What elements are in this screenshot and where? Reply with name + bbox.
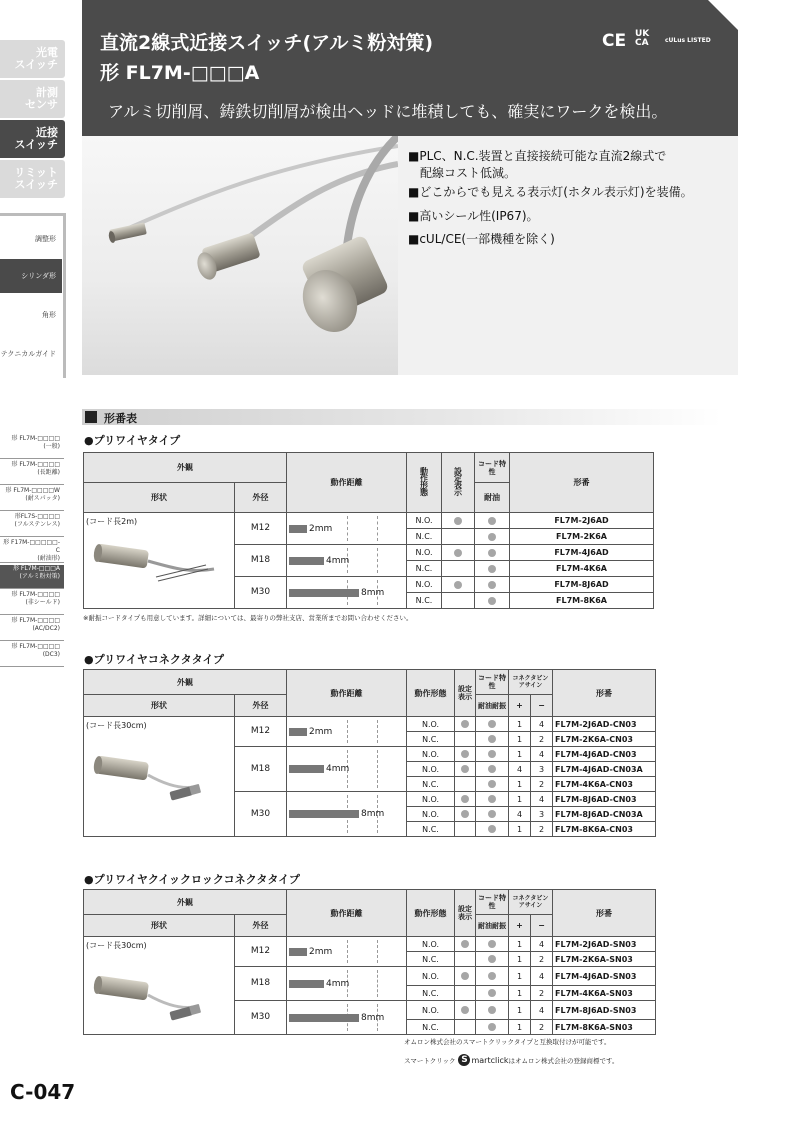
- header-plus: +: [509, 915, 531, 937]
- distance-gridline: [377, 750, 378, 788]
- header-shape: 形状: [84, 695, 235, 717]
- mode-cell: N.O.: [407, 937, 455, 952]
- model-nav-item[interactable]: 形 F17M-□□□□□-C (耐油形): [0, 539, 64, 563]
- pin-minus-cell: 4: [531, 937, 553, 952]
- distance-gridline: [347, 940, 348, 963]
- appearance-cell: [84, 513, 235, 609]
- header-minus: −: [531, 695, 553, 717]
- model-cell: FL7M-8K6A: [510, 593, 654, 609]
- dot-icon: [488, 549, 496, 557]
- pin-minus-cell: 2: [531, 1020, 553, 1035]
- subnav-cylinder[interactable]: シリンダ形: [0, 259, 62, 293]
- oil-cell: [476, 762, 509, 777]
- dot-icon: [488, 955, 496, 963]
- diameter-cell: M12: [235, 937, 287, 967]
- features-panel: [398, 136, 738, 375]
- dot-icon: [454, 549, 462, 557]
- oil-cell: [475, 513, 510, 529]
- model-title: 形 FL7M-□□□A: [100, 62, 260, 84]
- model-nav-item[interactable]: 形 FL7M-□□□□ (一般): [0, 435, 64, 459]
- dot-icon: [488, 795, 496, 803]
- mode-cell: N.O.: [407, 577, 442, 593]
- model-cell: FL7M-2K6A-CN03: [553, 732, 656, 747]
- model-cell: FL7M-4J6AD-CN03A: [553, 762, 656, 777]
- table-row: [84, 937, 656, 952]
- oil-cell: [475, 529, 510, 545]
- header-diameter: 外径: [235, 483, 287, 513]
- prewired-table: [83, 452, 654, 609]
- pin-minus-cell: 4: [531, 967, 553, 986]
- table-row: [84, 717, 656, 732]
- dot-icon: [461, 750, 469, 758]
- setting-cell: [455, 986, 476, 1001]
- sensor-m30-icon: [293, 234, 390, 341]
- mode-cell: N.C.: [407, 732, 455, 747]
- mode-cell: N.C.: [407, 1020, 455, 1035]
- model-cell: FL7M-8K6A-CN03: [553, 822, 656, 837]
- header-distance: 動作距離: [287, 453, 407, 513]
- mode-cell: N.C.: [407, 593, 442, 609]
- setting-cell: [455, 762, 476, 777]
- pin-plus-cell: 1: [509, 937, 531, 952]
- distance-gridline: [377, 720, 378, 743]
- distance-cell: [287, 717, 407, 747]
- dot-icon: [488, 581, 496, 589]
- header-mode: 動作形態: [407, 670, 455, 717]
- header-diameter: 外径: [235, 915, 287, 937]
- setting-cell: [455, 822, 476, 837]
- setting-cell: [455, 937, 476, 952]
- dot-icon: [461, 1006, 469, 1014]
- pin-minus-cell: 4: [531, 1001, 553, 1020]
- header-appearance: 外観: [84, 890, 287, 915]
- ce-mark-icon: CE: [602, 31, 627, 51]
- cord-length-note: (コード長30cm): [86, 941, 147, 950]
- sensors-illustration: [82, 136, 398, 375]
- dot-icon: [488, 989, 496, 997]
- distance-cell: [287, 545, 407, 577]
- header-appearance: 外観: [84, 453, 287, 483]
- setting-cell: [455, 807, 476, 822]
- oil-cell: [476, 717, 509, 732]
- dot-icon: [488, 720, 496, 728]
- distance-label: 8mm: [361, 809, 385, 819]
- quicklock-table: [83, 889, 656, 1035]
- distance-label: 4mm: [326, 555, 350, 566]
- diameter-cell: M18: [235, 747, 287, 792]
- appearance-cell: [84, 937, 235, 1035]
- distance-label: 2mm: [309, 523, 333, 534]
- oil-cell: [476, 792, 509, 807]
- oil-cell: [476, 732, 509, 747]
- header-shape: 形状: [84, 483, 235, 513]
- smartclick-compat-note: オムロン株式会社のスマートクリックタイプと互換取付けが可能です。: [404, 1038, 611, 1046]
- distance-bar: [289, 589, 359, 597]
- oil-cell: [476, 1020, 509, 1035]
- header-minus: −: [531, 915, 553, 937]
- mode-cell: N.C.: [407, 952, 455, 967]
- section-bar: [82, 409, 722, 425]
- header-plus: +: [509, 695, 531, 717]
- model-nav-item[interactable]: 形 FL7M-□□□□W (耐スパッタ): [0, 487, 64, 511]
- header-appearance: 外観: [84, 670, 287, 695]
- sensor-appearance-icon: [86, 961, 216, 1031]
- dot-icon: [461, 972, 469, 980]
- dot-icon: [488, 517, 496, 525]
- model-cell: FL7M-8J6AD-SN03: [553, 1001, 656, 1020]
- pin-minus-cell: 3: [531, 807, 553, 822]
- pin-plus-cell: 1: [509, 1001, 531, 1020]
- nav-limit[interactable]: リミット スイッチ: [0, 160, 65, 198]
- nav-photoelectric[interactable]: 光電 スイッチ: [0, 40, 65, 78]
- setting-cell: [455, 747, 476, 762]
- mode-cell: N.C.: [407, 529, 442, 545]
- setting-cell: [455, 792, 476, 807]
- distance-bar: [289, 980, 324, 988]
- pin-plus-cell: 1: [509, 777, 531, 792]
- dot-icon: [488, 1006, 496, 1014]
- pin-plus-cell: 4: [509, 807, 531, 822]
- header-connector: コネクタピンアサイン: [509, 890, 553, 915]
- pin-minus-cell: 2: [531, 732, 553, 747]
- dot-icon: [488, 780, 496, 788]
- prewired-title: ●プリワイヤタイプ: [84, 434, 181, 447]
- model-cell: FL7M-4J6AD-SN03: [553, 967, 656, 986]
- model-cell: FL7M-2K6A: [510, 529, 654, 545]
- header-model: 形番: [553, 890, 656, 937]
- mode-cell: N.C.: [407, 986, 455, 1001]
- model-cell: FL7M-8K6A-SN03: [553, 1020, 656, 1035]
- connector-table: [83, 669, 656, 837]
- distance-gridline: [377, 516, 378, 541]
- culus-mark-icon: cULus LISTED: [665, 37, 711, 44]
- header-diameter: 外径: [235, 695, 287, 717]
- pin-minus-cell: 4: [531, 792, 553, 807]
- header-model: 形番: [553, 670, 656, 717]
- distance-gridline: [347, 720, 348, 743]
- subnav-square[interactable]: 角形: [42, 311, 56, 319]
- header-cord: コード特性: [475, 453, 510, 483]
- sensor-appearance-icon: [86, 741, 216, 811]
- quicklock-title: ●プリワイヤクイックロックコネクタタイプ: [84, 873, 300, 886]
- header-mode: 動作形態: [407, 453, 442, 513]
- setting-cell: [442, 545, 475, 561]
- oil-cell: [475, 577, 510, 593]
- table-row: [84, 513, 654, 529]
- model-cell: FL7M-4K6A: [510, 561, 654, 577]
- model-cell: FL7M-4J6AD-CN03: [553, 747, 656, 762]
- model-nav-item[interactable]: 形FL7S-□□□□ (フルステンレス): [0, 513, 64, 537]
- pin-minus-cell: 3: [531, 762, 553, 777]
- oil-cell: [475, 545, 510, 561]
- tagline: アルミ切削屑、鋳鉄切削屑が検出ヘッドに堆積しても、確実にワークを検出。: [108, 102, 668, 121]
- setting-cell: [455, 1020, 476, 1035]
- header-banner: [82, 0, 738, 136]
- diameter-cell: M18: [235, 967, 287, 1001]
- distance-bar: [289, 948, 307, 956]
- ukca-mark-icon: UK CA: [635, 29, 650, 48]
- header-mode: 動作形態: [407, 890, 455, 937]
- mode-cell: N.O.: [407, 513, 442, 529]
- model-cell: FL7M-4K6A-SN03: [553, 986, 656, 1001]
- appearance-cell: [84, 717, 235, 837]
- model-nav-item[interactable]: 形 FL7M-□□□□ (DC3): [0, 643, 64, 667]
- setting-cell: [442, 593, 475, 609]
- connector-title: ●プリワイヤコネクタタイプ: [84, 653, 225, 666]
- mode-cell: N.O.: [407, 717, 455, 732]
- model-nav-item[interactable]: 形 FL7M-□□□A (アルミ粉対策): [0, 565, 64, 589]
- section-marker: [85, 411, 97, 423]
- distance-cell: [287, 792, 407, 837]
- subnav-adjustable[interactable]: 調整形: [35, 235, 56, 243]
- dot-icon: [488, 940, 496, 948]
- model-nav-item[interactable]: 形 FL7M-□□□□ (AC/DC2): [0, 617, 64, 641]
- model-cell: FL7M-2J6AD-SN03: [553, 937, 656, 952]
- header-setting: 設定表示: [455, 670, 476, 717]
- distance-cell: [287, 747, 407, 792]
- dot-icon: [488, 810, 496, 818]
- setting-cell: [442, 529, 475, 545]
- prewired-note: ※耐振コードタイプも用意しています。詳細については、最寄りの弊社支店、営業所までお問い合わせください。: [83, 614, 413, 622]
- dot-icon: [488, 1023, 496, 1031]
- oil-cell: [476, 967, 509, 986]
- pin-plus-cell: 1: [509, 732, 531, 747]
- model-cell: FL7M-4J6AD: [510, 545, 654, 561]
- setting-cell: [455, 967, 476, 986]
- dot-icon: [488, 735, 496, 743]
- smartclick-logo-icon: S: [458, 1054, 470, 1066]
- diameter-cell: M30: [235, 1001, 287, 1035]
- pin-plus-cell: 1: [509, 822, 531, 837]
- distance-cell: [287, 1001, 407, 1035]
- sensor-appearance-icon: [86, 529, 216, 599]
- oil-cell: [476, 777, 509, 792]
- pin-plus-cell: 4: [509, 762, 531, 777]
- dot-icon: [461, 720, 469, 728]
- header-distance: 動作距離: [287, 670, 407, 717]
- mode-cell: N.O.: [407, 747, 455, 762]
- product-photo: [82, 136, 398, 375]
- distance-bar: [289, 728, 307, 736]
- model-cell: FL7M-8J6AD: [510, 577, 654, 593]
- oil-cell: [476, 952, 509, 967]
- dot-icon: [488, 765, 496, 773]
- feature-3: ■高いシール性(IP67)。: [408, 209, 539, 223]
- setting-cell: [455, 1001, 476, 1020]
- mode-cell: N.O.: [407, 762, 455, 777]
- pin-minus-cell: 2: [531, 986, 553, 1001]
- model-cell: FL7M-8J6AD-CN03A: [553, 807, 656, 822]
- model-cell: FL7M-2J6AD: [510, 513, 654, 529]
- dot-icon: [461, 795, 469, 803]
- dot-icon: [461, 765, 469, 773]
- smartclick-trademark-note: スマートクリック S martclick はオムロン株式会社の登録商標です。: [404, 1055, 619, 1065]
- oil-cell: [475, 561, 510, 577]
- setting-cell: [442, 577, 475, 593]
- oil-cell: [476, 1001, 509, 1020]
- subnav-technical-guide[interactable]: テクニカルガイド: [0, 350, 56, 358]
- diameter-cell: M30: [235, 577, 287, 609]
- header-cord: コード特性: [476, 890, 509, 915]
- pin-plus-cell: 1: [509, 952, 531, 967]
- distance-bar: [289, 525, 307, 533]
- oil-cell: [476, 822, 509, 837]
- dot-icon: [461, 810, 469, 818]
- pin-plus-cell: 1: [509, 717, 531, 732]
- distance-bar: [289, 810, 359, 818]
- mode-cell: N.C.: [407, 777, 455, 792]
- pin-plus-cell: 1: [509, 1020, 531, 1035]
- feature-2: ■どこからでも見える表示灯(ホタル表示灯)を装備。: [408, 185, 693, 199]
- model-cell: FL7M-2J6AD-CN03: [553, 717, 656, 732]
- pin-plus-cell: 1: [509, 747, 531, 762]
- distance-gridline: [377, 970, 378, 997]
- pin-minus-cell: 4: [531, 717, 553, 732]
- model-cell: FL7M-8J6AD-CN03: [553, 792, 656, 807]
- pin-plus-cell: 1: [509, 967, 531, 986]
- pin-plus-cell: 1: [509, 792, 531, 807]
- cable-small: [122, 146, 398, 231]
- diameter-cell: M12: [235, 513, 287, 545]
- header-connector: コネクタピンアサイン: [509, 670, 553, 695]
- distance-bar: [289, 1014, 359, 1022]
- header-oil-vib: 耐油耐振: [476, 915, 509, 937]
- cord-length-note: (コード長30cm): [86, 721, 147, 730]
- mode-cell: N.O.: [407, 545, 442, 561]
- distance-label: 2mm: [309, 726, 333, 737]
- oil-cell: [476, 807, 509, 822]
- pin-minus-cell: 2: [531, 822, 553, 837]
- distance-label: 4mm: [326, 978, 350, 989]
- header-setting: 設定表示: [455, 890, 476, 937]
- dot-icon: [488, 597, 496, 605]
- setting-cell: [442, 561, 475, 577]
- diameter-cell: M18: [235, 545, 287, 577]
- dot-icon: [488, 972, 496, 980]
- header-distance: 動作距離: [287, 890, 407, 937]
- model-cell: FL7M-4K6A-CN03: [553, 777, 656, 792]
- header-oil: 耐油: [475, 483, 510, 513]
- sensor-m18-icon: [194, 232, 261, 282]
- dot-icon: [454, 517, 462, 525]
- distance-label: 8mm: [361, 1012, 385, 1023]
- dot-icon: [488, 533, 496, 541]
- model-cell: FL7M-2K6A-SN03: [553, 952, 656, 967]
- mode-cell: N.O.: [407, 1001, 455, 1020]
- setting-cell: [455, 717, 476, 732]
- page-title: 直流2線式近接スイッチ(アルミ粉対策): [100, 32, 434, 54]
- dot-icon: [488, 565, 496, 573]
- mode-cell: N.C.: [407, 561, 442, 577]
- nav-proximity[interactable]: 近接 スイッチ: [0, 120, 65, 158]
- setting-cell: [442, 513, 475, 529]
- oil-cell: [475, 593, 510, 609]
- dot-icon: [488, 825, 496, 833]
- feature-4: ■cUL/CE(一部機種を除く): [408, 232, 555, 246]
- distance-bar: [289, 557, 324, 565]
- diameter-cell: M30: [235, 792, 287, 837]
- pin-minus-cell: 2: [531, 952, 553, 967]
- distance-label: 2mm: [309, 946, 333, 957]
- header-setting: 設定表示: [442, 453, 475, 513]
- setting-cell: [455, 952, 476, 967]
- section-title: 形番表: [104, 412, 137, 425]
- distance-cell: [287, 937, 407, 967]
- model-nav-item[interactable]: 形 FL7M-□□□□ (非シールド): [0, 591, 64, 615]
- mode-cell: N.O.: [407, 792, 455, 807]
- distance-label: 8mm: [361, 587, 385, 598]
- oil-cell: [476, 747, 509, 762]
- oil-cell: [476, 986, 509, 1001]
- nav-measurement[interactable]: 計測 センサ: [0, 80, 65, 118]
- distance-gridline: [377, 940, 378, 963]
- setting-cell: [455, 732, 476, 747]
- header-corner: [708, 0, 738, 30]
- distance-cell: [287, 513, 407, 545]
- header-shape: 形状: [84, 915, 235, 937]
- pin-minus-cell: 4: [531, 747, 553, 762]
- setting-cell: [455, 777, 476, 792]
- distance-cell: [287, 577, 407, 609]
- mode-cell: N.O.: [407, 967, 455, 986]
- mode-cell: N.O.: [407, 807, 455, 822]
- diameter-cell: M12: [235, 717, 287, 747]
- page-number: C-047: [10, 1080, 76, 1104]
- dot-icon: [454, 581, 462, 589]
- header-model: 形番: [510, 453, 654, 513]
- header-cord: コード特性: [476, 670, 509, 695]
- distance-label: 4mm: [326, 764, 350, 774]
- pin-minus-cell: 2: [531, 777, 553, 792]
- oil-cell: [476, 937, 509, 952]
- distance-gridline: [377, 548, 378, 573]
- dot-icon: [488, 750, 496, 758]
- sensor-m12-icon: [108, 222, 147, 243]
- distance-cell: [287, 967, 407, 1001]
- pin-plus-cell: 1: [509, 986, 531, 1001]
- feature-1: ■PLC、N.C.装置と直接接続可能な直流2線式で 配線コスト低減。: [408, 149, 667, 180]
- distance-gridline: [347, 516, 348, 541]
- dot-icon: [461, 940, 469, 948]
- mode-cell: N.C.: [407, 822, 455, 837]
- distance-bar: [289, 765, 324, 773]
- header-oil-vib: 耐油耐振: [476, 695, 509, 717]
- model-nav-item[interactable]: 形 FL7M-□□□□ (長距離): [0, 461, 64, 485]
- cord-length-note: (コード長2m): [86, 517, 138, 526]
